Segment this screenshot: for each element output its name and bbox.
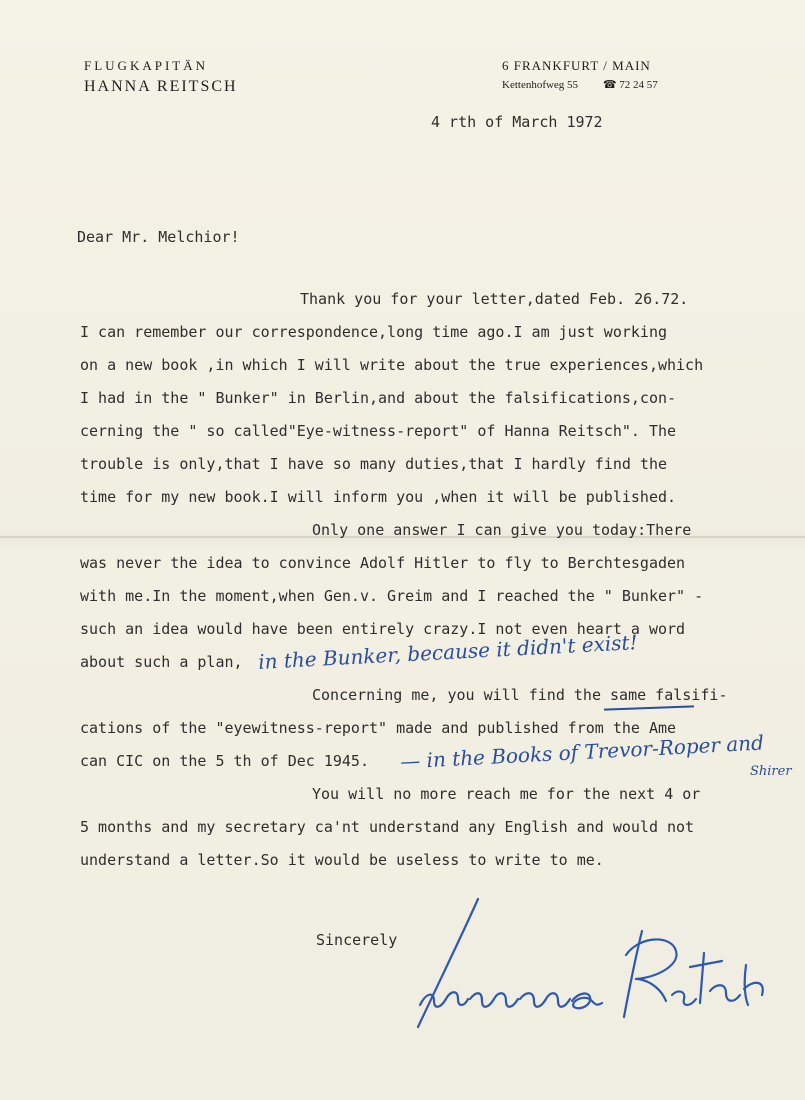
body-line: with me.In the moment,when Gen.v. Greim and I reached the " Bunker" - bbox=[80, 587, 704, 605]
street: Kettenhofweg 55 bbox=[502, 79, 579, 91]
body-line: cations of the "eyewitness-report" made and published from the Ame bbox=[80, 719, 677, 737]
body-line: can CIC on the 5 th of Dec 1945. bbox=[80, 752, 369, 770]
closing: Sincerely bbox=[316, 931, 398, 949]
body-line: about such a plan, bbox=[80, 653, 243, 671]
signature bbox=[410, 895, 790, 1035]
body-line: 5 months and my secretary ca'nt understand any English and would not bbox=[80, 818, 695, 836]
letterhead-address bbox=[502, 78, 658, 91]
handwritten-annotation: Shirer bbox=[750, 764, 792, 779]
body-line: I had in the " Bunker" in Berlin,and about the falsifications,con- bbox=[80, 389, 677, 407]
phone-icon: ☎ bbox=[602, 79, 617, 91]
salutation: Dear Mr. Melchior! bbox=[77, 228, 240, 246]
phone-number: 72 24 57 bbox=[619, 79, 658, 91]
letter-date: 4 rth of March 1972 bbox=[431, 113, 603, 131]
body-line: I can remember our correspondence,long time ago.I am just working bbox=[80, 323, 667, 341]
body-line: such an idea would have been entirely crazy.I not even heart a word bbox=[80, 620, 686, 638]
body-line: trouble is only,that I have so many duties,that I hardly find the bbox=[80, 455, 667, 473]
body-line: time for my new book.I will inform you ,when it will be published. bbox=[80, 488, 677, 506]
body-line: You will no more reach me for the next 4 or bbox=[312, 785, 701, 803]
letterhead-title: FLUGKAPITÄN bbox=[84, 58, 208, 73]
letterhead-name: HANNA REITSCH bbox=[84, 78, 238, 95]
body-line: on a new book ,in which I will write about the true experiences,which bbox=[80, 356, 704, 374]
body-line: understand a letter.So it would be useless to write to me. bbox=[80, 851, 604, 869]
body-line: cerning the " so called"Eye-witness-report" of Hanna Reitsch". The bbox=[80, 422, 677, 440]
letterhead-city: 6 FRANKFURT / MAIN bbox=[502, 58, 651, 73]
handwritten-annotation: — in the Books of Trevor-Roper and bbox=[399, 730, 765, 774]
handwritten-annotation: in the Bunker, because it didn't exist! bbox=[257, 630, 639, 674]
body-line: was never the idea to convince Adolf Hitler to fly to Berchtesgaden bbox=[80, 554, 686, 572]
body-line: Thank you for your letter,dated Feb. 26.72. bbox=[300, 290, 689, 308]
body-line: Only one answer I can give you today:There bbox=[312, 521, 692, 539]
body-line: Concerning me, you will find the same falsifi- bbox=[312, 686, 728, 704]
